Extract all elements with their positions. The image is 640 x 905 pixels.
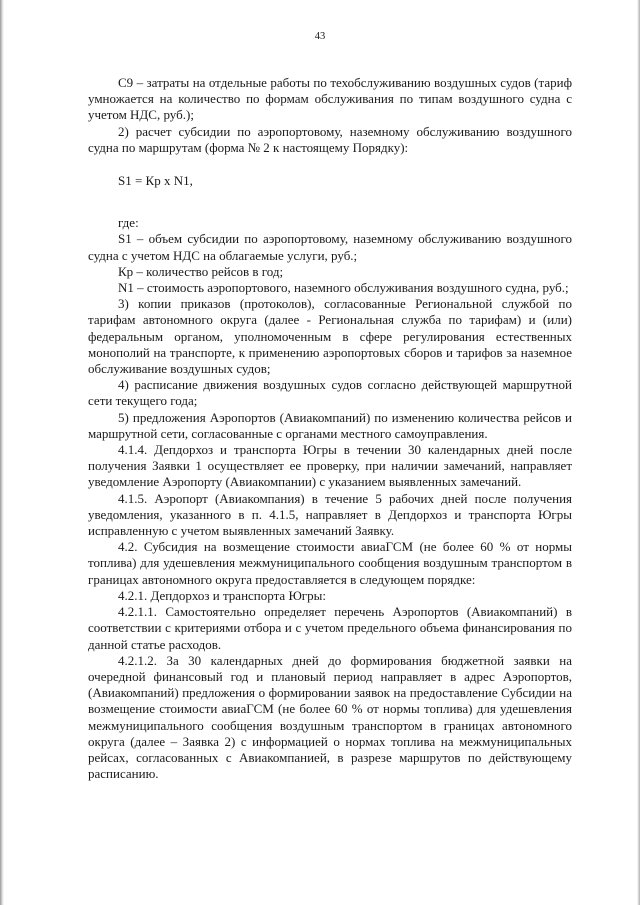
paragraph-subsidy-calc: 2) расчет субсидии по аэропортовому, наземному обслуживанию воздушного судна по маршрутам (форма № 2 к настоящему Порядку): (88, 123, 572, 155)
clause-4-2: 4.2. Субсидия на возмещение стоимости авиаГСМ (не более 60 % от нормы топлива) для удешевления межмуниципального сообщения воздушным транспортом в границах автономного округа предоставляется в следующем порядке: (88, 539, 572, 587)
paragraph-c9: С9 – затраты на отдельные работы по техобслуживанию воздушных судов (тариф умножается на количество по формам обслуживания по типам воздушного судна с учетом НДС, руб.); (88, 75, 572, 123)
clause-4-2-1: 4.2.1. Депдорхоз и транспорта Югры: (118, 587, 326, 603)
item-4: 4) расписание движения воздушных судов согласно действующей маршрутной сети текущего года; (88, 377, 572, 409)
definition-s1: S1 – объем субсидии по аэропортовому, наземному обслуживанию воздушного судна с учетом НДС на облагаемые услуги, руб.; (88, 231, 572, 263)
definition-kr: Кр – количество рейсов в год; (118, 263, 284, 279)
item-3: 3) копии приказов (протоколов), согласованные Региональной службой по тарифам автономного округа (далее - Региональная служба по тарифам) и (или) федеральным органом, уполномоченным в сфере регулирования естественных монополий на транспорте, к применению аэропортовых сборов и тарифов за наземное обслуживание воздушных судов; (88, 296, 572, 377)
clause-4-1-4: 4.1.4. Депдорхоз и транспорта Югры в течении 30 календарных дней после получения Заявки 1 осуществляет ее проверку, при наличии замечаний, направляет уведомление Аэропорту (Авиакомпании) с указанием выявленных замечаний. (88, 442, 572, 490)
formula: S1 = Кр х N1, (118, 173, 193, 189)
definition-n1: N1 – стоимость аэропортового, наземного обслуживания воздушного судна, руб.; (118, 280, 569, 296)
page-number: 43 (314, 31, 326, 42)
clause-4-2-1-2: 4.2.1.2. За 30 календарных дней до формирования бюджетной заявки на очередной финансовый год и плановый период направляет в адрес Аэропортов, (Авиакомпаний) предложения о формировании заявок на предоставление Субсидии на возмещение стоимости авиаГСМ (не более 60 % от нормы топлива) для удешевления межмуниципального сообщения воздушным транспортом в границах автономного округа (далее – Заявка 2) с информацией о нормах топлива на межмуниципальных рейсах, согласованных с Авиакомпанией, в разрезе маршрутов по действующему расписанию. (88, 652, 572, 782)
document-body (88, 75, 572, 782)
scan-edge-left (0, 0, 4, 905)
item-5: 5) предложения Аэропортов (Авиакомпаний) по изменению количества рейсов и маршрутной сети, согласованные с органами местного самоуправления. (88, 409, 572, 441)
clause-4-2-1-1: 4.2.1.1. Самостоятельно определяет перечень Аэропортов (Авиакомпаний) в соответствии с критериями отбора и с учетом предельного объема финансирования по данной статье расходов. (88, 604, 572, 652)
clause-4-1-5: 4.1.5. Аэропорт (Авиакомпания) в течение 5 рабочих дней после получения уведомления, указанного в п. 4.1.5, направляет в Депдорхоз и транспорта Югры исправленную с учетом выявленных замечаний Заявку. (88, 490, 572, 539)
where-label: где: (118, 215, 139, 231)
